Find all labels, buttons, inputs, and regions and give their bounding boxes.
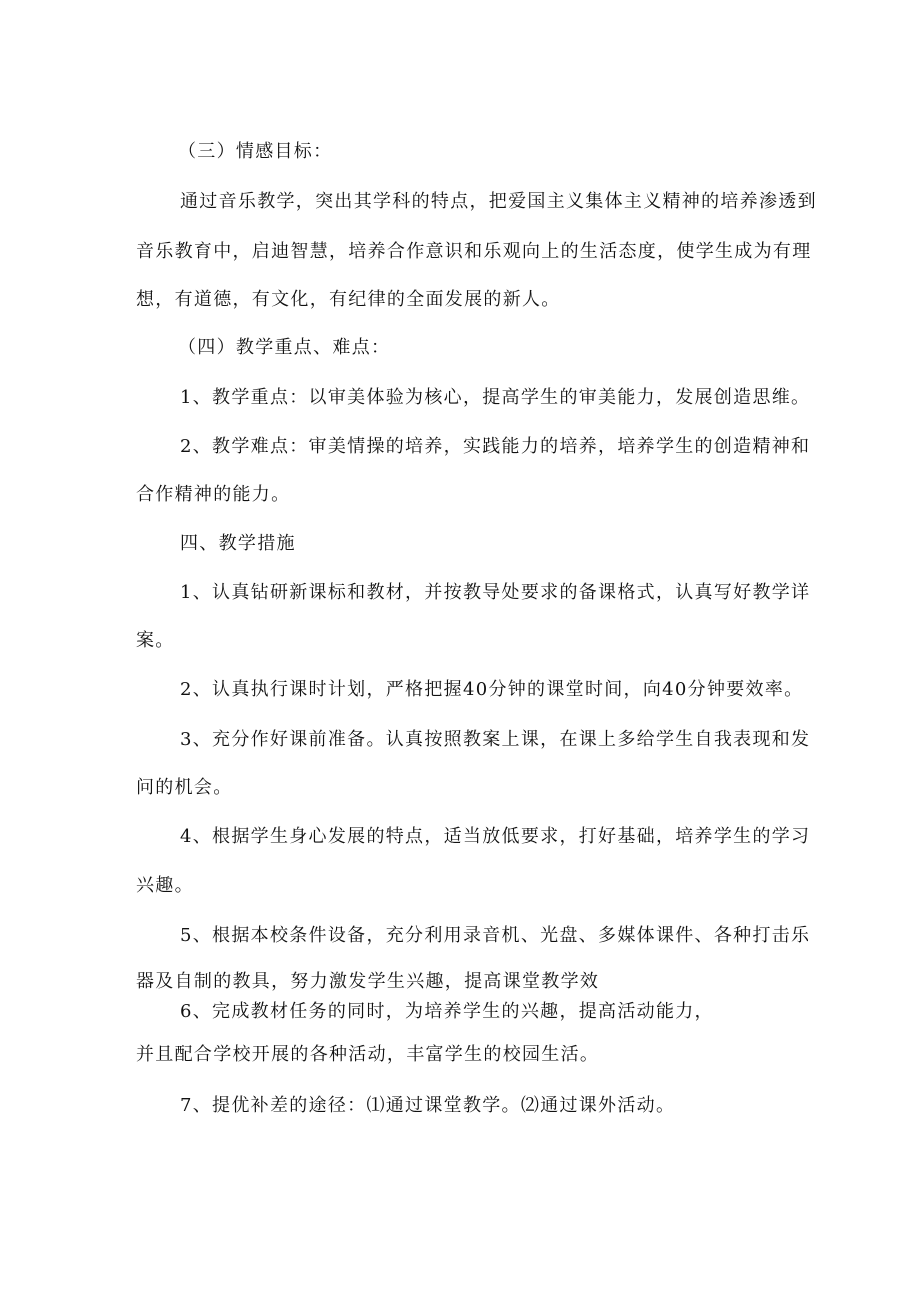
list-item: 5、根据本校条件设备，充分利用录音机、光盘、多媒体课件、各种打击乐 bbox=[180, 925, 811, 946]
list-item-continuation: 合作精神的能力。 bbox=[136, 484, 291, 505]
list-item-continuation: 案。 bbox=[136, 630, 175, 651]
section-heading-emotional-goals: （三）情感目标： bbox=[178, 141, 333, 162]
section-heading-key-points: （四）教学重点、难点： bbox=[178, 337, 391, 358]
list-item: 7、提优补差的途径：⑴通过课堂教学。⑵通过课外活动。 bbox=[180, 1095, 676, 1116]
list-item-continuation: 问的机会。 bbox=[136, 777, 233, 798]
list-item: 6、完成教材任务的同时，为培养学生的兴趣，提高活动能力， bbox=[180, 1001, 714, 1022]
list-item: 2、教学难点：审美情操的培养，实践能力的培养，培养学生的创造精神和 bbox=[180, 436, 811, 457]
list-item: 2、认真执行课时计划，严格把握40分钟的课堂时间，向40分钟要效率。 bbox=[180, 679, 804, 700]
list-item-continuation: 器及自制的教具，努力激发学生兴趣，提高课堂教学效 bbox=[136, 971, 600, 992]
list-item: 1、认真钻研新课标和教材，并按教导处要求的备课格式，认真写好教学详 bbox=[180, 582, 811, 603]
paragraph-line: 通过音乐教学，突出其学科的特点，把爱国主义集体主义精神的培养渗透到 bbox=[180, 191, 817, 212]
section-heading-teaching-measures: 四、教学措施 bbox=[180, 533, 296, 554]
list-item: 3、充分作好课前准备。认真按照教案上课，在课上多给学生自我表现和发 bbox=[180, 729, 811, 750]
paragraph-line: 音乐教育中，启迪智慧，培养合作意识和乐观向上的生活态度，使学生成为有理 bbox=[136, 241, 812, 262]
list-item: 1、教学重点：以审美体验为核心，提高学生的审美能力，发展创造思维。 bbox=[180, 387, 811, 408]
list-item-continuation: 并且配合学校开展的各种活动，丰富学生的校园生活。 bbox=[136, 1044, 600, 1065]
paragraph-line: 想，有道德，有文化，有纪律的全面发展的新人。 bbox=[136, 289, 561, 310]
list-item: 4、根据学生身心发展的特点，适当放低要求，打好基础，培养学生的学习 bbox=[180, 826, 811, 847]
list-item-continuation: 兴趣。 bbox=[136, 875, 194, 896]
